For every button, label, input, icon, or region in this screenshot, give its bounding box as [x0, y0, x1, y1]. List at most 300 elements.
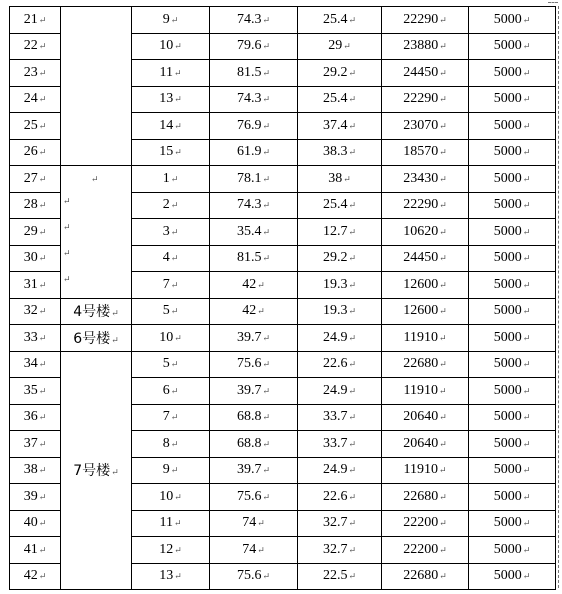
- paragraph-mark-icon: ↵: [38, 120, 47, 131]
- area-cell: [210, 245, 298, 272]
- share-cell: [298, 60, 382, 87]
- row-number-cell-text: 22: [23, 38, 38, 54]
- paragraph-mark-icon: ↵: [439, 438, 447, 449]
- amount-cell: [382, 510, 469, 537]
- paragraph-mark-icon: ↵: [439, 94, 447, 105]
- area-cell-text: 81.5: [236, 64, 262, 80]
- paragraph-mark-icon: ↵: [348, 226, 357, 237]
- area-cell-text: 74.3: [236, 197, 262, 213]
- paragraph-mark-icon: ↵: [348, 306, 357, 317]
- share-cell-text: 29.2: [322, 250, 348, 266]
- paragraph-mark-icon: ↵: [439, 544, 447, 555]
- area-cell: [210, 404, 298, 431]
- paragraph-mark-icon: ↵: [170, 226, 179, 237]
- row-number-cell: [10, 219, 61, 246]
- amount-cell-text: 24450: [403, 250, 439, 266]
- unit-cell-text: 5: [162, 303, 170, 319]
- paragraph-mark-icon: ↵: [170, 173, 179, 184]
- fee-cell: [469, 484, 556, 511]
- share-cell: [298, 166, 382, 193]
- share-cell: [298, 378, 382, 405]
- area-cell: [210, 563, 298, 590]
- amount-cell: [382, 192, 469, 219]
- area-cell-text: 39.7: [236, 329, 262, 345]
- share-cell: [298, 192, 382, 219]
- fee-cell-text: 5000: [493, 170, 522, 186]
- amount-cell: [382, 139, 469, 166]
- amount-cell-text: 23430: [403, 170, 439, 186]
- paragraph-mark-icon: ↵: [38, 465, 47, 476]
- paragraph-mark-icon: ↵: [348, 491, 357, 502]
- fee-cell: [469, 33, 556, 60]
- unit-cell: [132, 60, 210, 87]
- row-number-cell-text: 33: [23, 329, 38, 345]
- row-number-cell-text: 34: [23, 356, 38, 372]
- area-cell-text: 75.6: [236, 488, 262, 504]
- unit-cell: [132, 192, 210, 219]
- area-cell: [210, 484, 298, 511]
- fee-cell: [469, 139, 556, 166]
- row-number-cell: [10, 404, 61, 431]
- fee-cell-text: 5000: [493, 117, 522, 133]
- paragraph-mark-icon: ↵: [343, 173, 351, 184]
- paragraph-mark-icon: ↵: [348, 438, 357, 449]
- row-number-cell-text: 32: [23, 303, 38, 319]
- paragraph-mark-icon: ↵: [38, 67, 47, 78]
- row-number-cell: [10, 86, 61, 113]
- paragraph-mark-stack: [63, 166, 73, 298]
- paragraph-mark-icon: ↵: [348, 253, 357, 264]
- fee-cell: [469, 563, 556, 590]
- paragraph-mark-icon: ↵: [170, 306, 179, 317]
- paragraph-mark-icon: ↵: [257, 306, 265, 317]
- paragraph-mark-icon: ↵: [170, 200, 179, 211]
- share-cell: [298, 113, 382, 140]
- share-cell-text: 25.4: [322, 91, 348, 107]
- row-number-cell-text: 28: [23, 197, 38, 213]
- paragraph-mark-icon: ↵: [38, 279, 47, 290]
- paragraph-mark-icon: ↵: [522, 518, 531, 529]
- row-number-cell-text: 29: [23, 223, 38, 239]
- area-cell-text: 74.3: [236, 11, 262, 27]
- area-cell-text: 78.1: [236, 170, 262, 186]
- row-number-cell: [10, 7, 61, 34]
- fee-cell: [469, 404, 556, 431]
- paragraph-mark-icon: ↵: [170, 465, 179, 476]
- unit-cell: [132, 139, 210, 166]
- paragraph-mark-icon: ↵: [111, 308, 119, 319]
- share-cell: [298, 351, 382, 378]
- paragraph-mark-icon: ↵: [38, 412, 47, 423]
- unit-cell-text: 6: [162, 382, 170, 398]
- unit-cell: [132, 431, 210, 458]
- row-number-cell: [10, 192, 61, 219]
- unit-cell: [132, 272, 210, 299]
- row-number-cell-text: 35: [23, 382, 38, 398]
- paragraph-mark-icon: ↵: [63, 222, 71, 232]
- paragraph-mark-icon: ↵: [439, 200, 447, 211]
- unit-cell-text: 13: [159, 568, 174, 584]
- paragraph-mark-icon: ↵: [173, 67, 182, 78]
- share-cell-text: 37.4: [322, 117, 348, 133]
- amount-cell: [382, 431, 469, 458]
- row-number-cell-text: 27: [23, 170, 38, 186]
- row-number-cell-text: 42: [23, 568, 38, 584]
- area-cell: [210, 113, 298, 140]
- fee-cell: [469, 431, 556, 458]
- amount-cell-text: 22680: [403, 356, 439, 372]
- row-number-cell: [10, 60, 61, 87]
- row-number-cell-text: 21: [23, 11, 38, 27]
- building-label: 7号楼: [73, 463, 111, 480]
- paragraph-mark-icon: ↵: [170, 359, 179, 370]
- row-number-cell: [10, 378, 61, 405]
- amount-cell: [382, 484, 469, 511]
- fee-cell-text: 5000: [493, 515, 522, 531]
- paragraph-mark-icon: ↵: [262, 412, 271, 423]
- share-cell-text: 24.9: [322, 382, 348, 398]
- table-row: [10, 166, 556, 193]
- share-cell-text: 25.4: [322, 197, 348, 213]
- amount-cell-text: 11910: [403, 382, 438, 398]
- paragraph-mark-icon: ↵: [439, 279, 447, 290]
- paragraph-mark-icon: ↵: [438, 332, 447, 343]
- row-number-cell: [10, 537, 61, 564]
- row-number-cell: [10, 351, 61, 378]
- paragraph-mark-icon: ↵: [38, 359, 47, 370]
- paragraph-mark-icon: ↵: [38, 332, 47, 343]
- unit-cell: [132, 510, 210, 537]
- unit-cell-text: 10: [159, 488, 174, 504]
- row-number-cell-text: 40: [23, 515, 38, 531]
- fee-cell-text: 5000: [493, 64, 522, 80]
- area-cell-text: 74: [242, 541, 257, 557]
- share-cell-text: 33.7: [322, 409, 348, 425]
- paragraph-mark-icon: ↵: [170, 253, 179, 264]
- paragraph-mark-icon: ↵: [170, 385, 179, 396]
- area-cell-text: 35.4: [236, 223, 262, 239]
- fee-cell-text: 5000: [493, 382, 522, 398]
- paragraph-mark-icon: ↵: [439, 226, 447, 237]
- paragraph-mark-icon: ↵: [262, 253, 271, 264]
- row-number-cell-text: 37: [23, 435, 38, 451]
- amount-cell-text: 22290: [403, 91, 439, 107]
- paragraph-mark-icon: ↵: [174, 491, 182, 502]
- fee-cell: [469, 537, 556, 564]
- unit-cell: [132, 298, 210, 325]
- share-cell-text: 24.9: [322, 462, 348, 478]
- unit-cell-text: 13: [159, 91, 174, 107]
- fee-cell-text: 5000: [493, 568, 522, 584]
- share-cell-text: 38: [328, 170, 343, 186]
- paragraph-mark-icon: ↵: [111, 334, 119, 345]
- fee-cell: [469, 86, 556, 113]
- table-row: [10, 325, 556, 352]
- amount-cell: [382, 298, 469, 325]
- paragraph-mark-icon: ↵: [522, 41, 531, 52]
- paragraph-mark-icon: ↵: [439, 67, 447, 78]
- paragraph-mark-icon: ↵: [38, 14, 47, 25]
- amount-cell-text: 11910: [403, 462, 438, 478]
- share-cell-text: 22.6: [322, 488, 348, 504]
- building-label: 4号楼: [73, 304, 111, 321]
- area-cell: [210, 510, 298, 537]
- amount-cell-text: 24450: [403, 64, 439, 80]
- amount-cell: [382, 33, 469, 60]
- paragraph-mark-icon: ↵: [522, 491, 531, 502]
- paragraph-mark-icon: ↵: [348, 412, 357, 423]
- area-cell-text: 81.5: [236, 250, 262, 266]
- fee-cell-text: 5000: [493, 144, 522, 160]
- area-cell: [210, 60, 298, 87]
- paragraph-mark-icon: ↵: [262, 359, 271, 370]
- unit-cell-text: 4: [162, 250, 170, 266]
- paragraph-mark-icon: ↵: [439, 518, 447, 529]
- paragraph-mark-icon: ↵: [63, 248, 71, 258]
- fee-cell-text: 5000: [493, 197, 522, 213]
- fee-cell: [469, 219, 556, 246]
- row-number-cell: [10, 484, 61, 511]
- amount-cell-text: 11910: [403, 329, 438, 345]
- unit-cell: [132, 7, 210, 34]
- unit-cell: [132, 166, 210, 193]
- paragraph-mark-icon: ↵: [257, 518, 265, 529]
- row-number-cell-text: 31: [23, 276, 38, 292]
- paragraph-mark-icon: ↵: [262, 67, 271, 78]
- row-number-cell-text: 41: [23, 541, 38, 557]
- paragraph-mark-icon: ↵: [262, 571, 271, 582]
- row-number-cell-text: 36: [23, 409, 38, 425]
- amount-cell-text: 20640: [403, 435, 439, 451]
- area-cell: [210, 139, 298, 166]
- paragraph-mark-icon: ↵: [38, 226, 47, 237]
- paragraph-mark-icon: ↵: [174, 41, 182, 52]
- area-cell: [210, 272, 298, 299]
- area-cell-text: 68.8: [236, 435, 262, 451]
- paragraph-mark-icon: ↵: [439, 147, 447, 158]
- unit-cell-text: 14: [159, 117, 174, 133]
- fee-cell-text: 5000: [493, 356, 522, 372]
- area-cell: [210, 192, 298, 219]
- paragraph-mark-icon: ↵: [262, 173, 271, 184]
- paragraph-mark-icon: ↵: [38, 94, 47, 105]
- area-cell: [210, 86, 298, 113]
- building-unit-table: [9, 6, 556, 590]
- share-cell: [298, 7, 382, 34]
- amount-cell: [382, 457, 469, 484]
- paragraph-mark-icon: ↵: [522, 253, 531, 264]
- paragraph-mark-icon: ↵: [522, 173, 531, 184]
- paragraph-mark-icon: ↵: [522, 279, 531, 290]
- unit-cell-text: 10: [159, 38, 174, 54]
- fee-cell: [469, 113, 556, 140]
- paragraph-mark-icon: ↵: [262, 465, 271, 476]
- area-cell-text: 68.8: [236, 409, 262, 425]
- fee-cell: [469, 378, 556, 405]
- unit-cell: [132, 484, 210, 511]
- paragraph-mark-icon: ↵: [173, 518, 182, 529]
- row-number-cell: [10, 457, 61, 484]
- fee-cell: [469, 245, 556, 272]
- share-cell: [298, 431, 382, 458]
- paragraph-mark-icon: ↵: [262, 226, 271, 237]
- paragraph-mark-icon: ↵: [38, 253, 47, 264]
- building-cell-empty: [61, 166, 132, 299]
- unit-cell: [132, 86, 210, 113]
- share-cell-text: 24.9: [322, 329, 348, 345]
- row-number-cell: [10, 33, 61, 60]
- amount-cell: [382, 60, 469, 87]
- share-cell-text: 19.3: [322, 303, 348, 319]
- amount-cell: [382, 166, 469, 193]
- amount-cell: [382, 325, 469, 352]
- unit-cell-text: 11: [159, 515, 173, 531]
- paragraph-mark-icon: ↵: [38, 491, 47, 502]
- area-cell-text: 76.9: [236, 117, 262, 133]
- share-cell: [298, 245, 382, 272]
- paragraph-mark-icon: ↵: [438, 465, 447, 476]
- paragraph-mark-icon: ↵: [174, 120, 182, 131]
- share-cell: [298, 139, 382, 166]
- paragraph-mark-icon: ↵: [348, 465, 357, 476]
- unit-cell-text: 11: [159, 64, 173, 80]
- paragraph-mark-icon: ↵: [63, 274, 71, 284]
- share-cell-text: 22.5: [322, 568, 348, 584]
- share-cell: [298, 33, 382, 60]
- unit-cell-text: 5: [162, 356, 170, 372]
- area-cell: [210, 166, 298, 193]
- amount-cell: [382, 351, 469, 378]
- share-cell: [298, 272, 382, 299]
- unit-cell: [132, 537, 210, 564]
- fee-cell-text: 5000: [493, 409, 522, 425]
- building-cell-blank: [61, 7, 132, 166]
- paragraph-mark-icon: ↵: [257, 279, 265, 290]
- share-cell: [298, 563, 382, 590]
- area-cell-text: 42: [242, 303, 257, 319]
- paragraph-mark-icon: ↵: [522, 120, 531, 131]
- area-cell-text: 39.7: [236, 462, 262, 478]
- paragraph-mark-icon: ↵: [262, 438, 271, 449]
- paragraph-mark-icon: ↵: [439, 41, 447, 52]
- paragraph-mark-icon: ↵: [522, 571, 531, 582]
- area-cell: [210, 219, 298, 246]
- paragraph-mark-icon: ↵: [38, 147, 47, 158]
- amount-cell: [382, 86, 469, 113]
- paragraph-mark-icon: ↵: [522, 94, 531, 105]
- paragraph-mark-icon: ↵: [262, 385, 271, 396]
- paragraph-mark-icon: ↵: [348, 385, 357, 396]
- unit-cell: [132, 245, 210, 272]
- paragraph-mark-icon: ↵: [522, 412, 531, 423]
- paragraph-mark-icon: ↵: [522, 14, 531, 25]
- fee-cell: [469, 457, 556, 484]
- paragraph-mark-icon: ↵: [262, 491, 271, 502]
- fee-cell-text: 5000: [493, 11, 522, 27]
- unit-cell: [132, 325, 210, 352]
- paragraph-mark-icon: ↵: [522, 332, 531, 343]
- amount-cell: [382, 272, 469, 299]
- paragraph-mark-icon: ↵: [174, 94, 182, 105]
- table-row: [10, 298, 556, 325]
- row-number-cell: [10, 325, 61, 352]
- fee-cell-text: 5000: [493, 38, 522, 54]
- unit-cell-text: 15: [159, 144, 174, 160]
- share-cell: [298, 484, 382, 511]
- paragraph-mark-icon: ↵: [522, 226, 531, 237]
- unit-cell-text: 7: [162, 276, 170, 292]
- paragraph-mark-icon: ↵: [439, 359, 447, 370]
- area-cell-text: 74.3: [236, 91, 262, 107]
- paragraph-mark-icon: ↵: [174, 147, 182, 158]
- paragraph-mark-icon: ↵: [38, 518, 47, 529]
- fee-cell: [469, 325, 556, 352]
- unit-cell: [132, 219, 210, 246]
- paragraph-mark-icon: ↵: [439, 253, 447, 264]
- share-cell-text: 38.3: [322, 144, 348, 160]
- paragraph-mark-icon: ↵: [439, 120, 447, 131]
- share-cell-text: 32.7: [322, 541, 348, 557]
- paragraph-mark-icon: ↵: [348, 279, 357, 290]
- paragraph-mark-icon: ↵: [91, 174, 99, 184]
- row-number-cell: [10, 245, 61, 272]
- paragraph-mark-icon: ↵: [257, 544, 265, 555]
- paragraph-mark-icon: ↵: [522, 147, 531, 158]
- area-cell: [210, 378, 298, 405]
- building-label-cell: [61, 298, 132, 325]
- share-cell-text: 32.7: [322, 515, 348, 531]
- amount-cell-text: 22290: [403, 197, 439, 213]
- paragraph-mark-icon: ↵: [522, 438, 531, 449]
- paragraph-mark-icon: ↵: [348, 571, 357, 582]
- fee-cell-text: 5000: [493, 223, 522, 239]
- row-number-cell-text: 25: [23, 117, 38, 133]
- paragraph-mark-icon: ↵: [38, 544, 47, 555]
- row-number-cell: [10, 510, 61, 537]
- fee-cell-text: 5000: [493, 329, 522, 345]
- paragraph-mark-icon: ↵: [522, 465, 531, 476]
- amount-cell-text: 18570: [403, 144, 439, 160]
- paragraph-mark-icon: ↵: [262, 200, 271, 211]
- amount-cell-text: 23070: [403, 117, 439, 133]
- fee-cell-text: 5000: [493, 462, 522, 478]
- share-cell-text: 29.2: [322, 64, 348, 80]
- paragraph-mark-icon: ↵: [439, 14, 447, 25]
- paragraph-mark-icon: ↵: [522, 359, 531, 370]
- share-cell: [298, 298, 382, 325]
- row-number-cell-text: 30: [23, 250, 38, 266]
- area-cell-text: 42: [242, 276, 257, 292]
- paragraph-mark-icon: ↵: [63, 196, 71, 206]
- row-number-cell: [10, 298, 61, 325]
- amount-cell: [382, 537, 469, 564]
- paragraph-mark-icon: ↵: [439, 571, 447, 582]
- paragraph-mark-icon: ↵: [111, 467, 119, 478]
- area-cell: [210, 325, 298, 352]
- amount-cell: [382, 219, 469, 246]
- paragraph-mark-icon: ↵: [38, 173, 47, 184]
- row-number-cell: [10, 139, 61, 166]
- unit-cell-text: 10: [159, 329, 174, 345]
- amount-cell-text: 22680: [403, 568, 439, 584]
- row-number-cell-text: 23: [23, 64, 38, 80]
- paragraph-mark-icon: ↵: [348, 94, 357, 105]
- unit-cell-text: 12: [159, 541, 174, 557]
- paragraph-mark-icon: ↵: [38, 438, 47, 449]
- building-label-cell: [61, 351, 132, 590]
- amount-cell: [382, 245, 469, 272]
- area-cell-text: 75.6: [236, 356, 262, 372]
